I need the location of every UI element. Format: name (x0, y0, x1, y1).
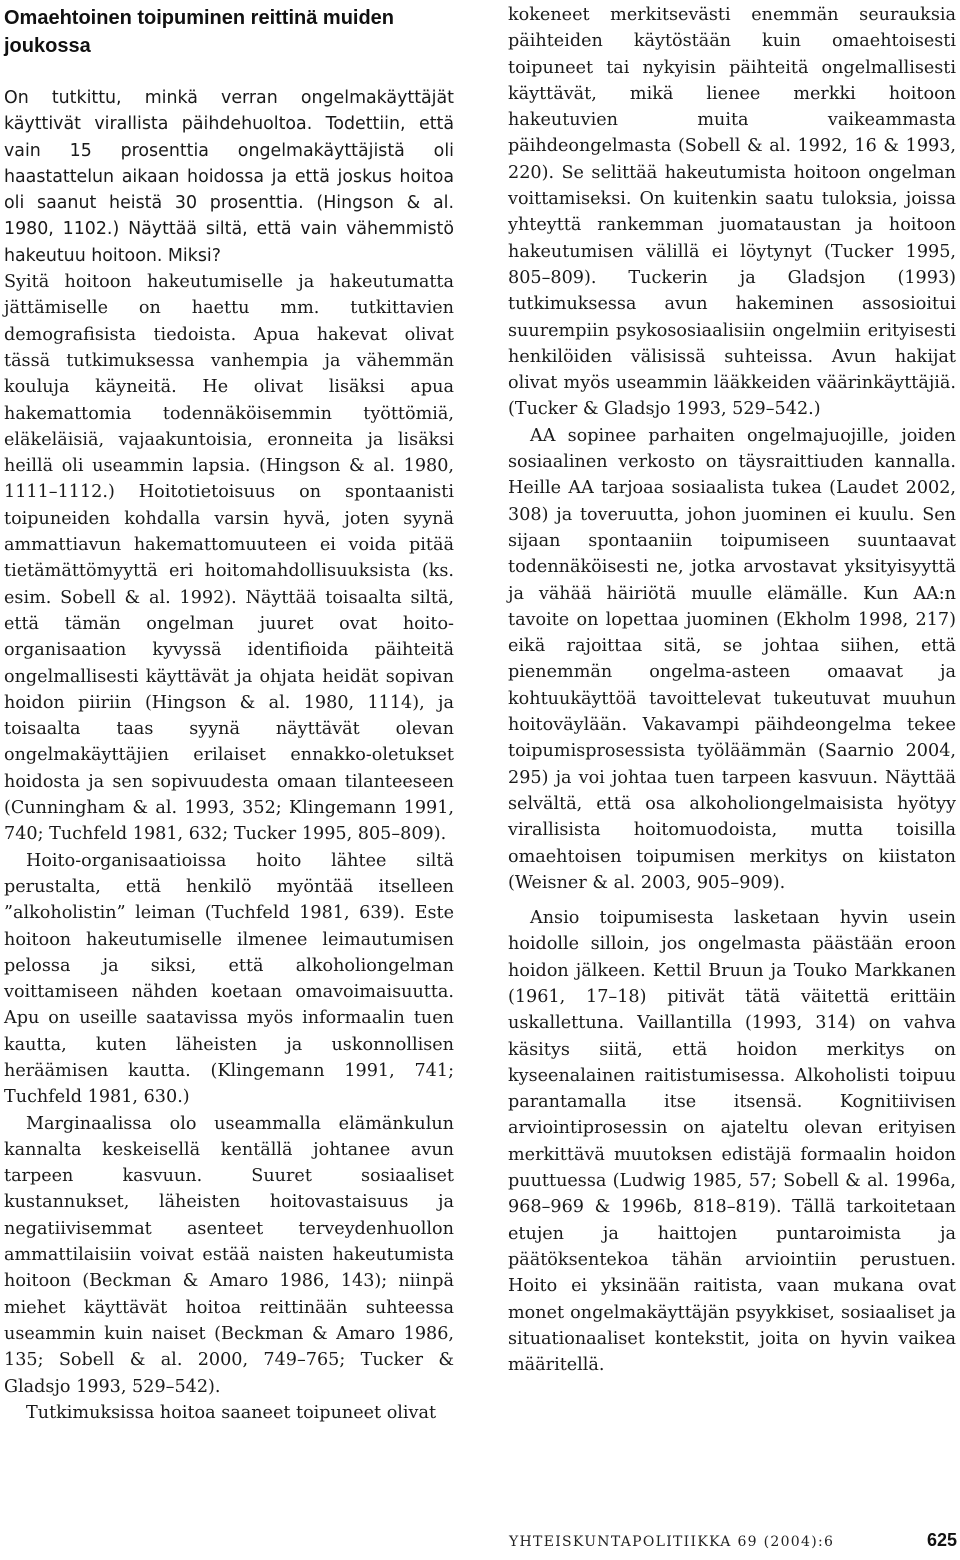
page-number: 625 (926, 1530, 957, 1550)
paragraph: kokeneet merkitsevästi enemmän seurauksia päihteiden käytöstään kuin omaehtoisesti toipuneet tai nykyisin päihteitä ongelmallisesti käyttävät, mikä lienee merkki hoitoon hakeutuvien muita vaikeammasta päihdeongelmasta (Sobell & al. 1992, 16 & 1993, 220). Se selittää hakeutumista hoitoon ongelman voittamiseksi. On kuitenkin saatu tuloksia, joissa yhteyttä rankemman juomataustan ja hoitoon hakeutumisen välillä ei löytynyt (Tucker 1995, 805–809). Tuckerin ja Gladsjon (1993) tutkimuksessa avun hakeminen assosioitui suurempiin psykososiaalisiin ongelmiin erityisesti henkilöiden välisissä suhteissa. Avun hakijat olivat myös useammin lääkkeiden väärinkäyttäjiä. (Tucker & Gladsjo 1993, 529–542.) (508, 5, 956, 420)
journal-name: YHTEISKUNTAPOLITIIKKA 69 (2004):6 (509, 1534, 835, 1550)
right-column (508, 2, 956, 1378)
paragraph: On tutkittu, minkä verran ongelmakäyttäjät käyttivät virallista päihdehuoltoa. Todettiin, että vain 15 prosenttia ongelmakäyttäjistä oli haastattelun aikaan hoidossa ja että joskus hoitoa oli saanut heistä 30 prosenttia. (Hingson & al. 1980, 1102.) Näyttää siltä, että vain vähemmistö hakeutuu hoitoon. Miksi? (4, 88, 454, 266)
paragraph: Ansio toipumisesta lasketaan hyvin usein hoidolle silloin, jos ongelmasta päästään eroon hoidon jälkeen. Kettil Bruun ja Touko Markkanen (1961, 17–18) pitivät tätä väitettä erittäin uskallettuna. Vaillantilla (1993, 314) on vahva käsitys siitä, että hoidon merkitys on kyseenalainen raitistumisessa. Alkoholisti toipuu parantamalla itse itsensä. Kognitiivisen arviointiprosessin on ajateltu olevan erityisen merkittävä muutoksen edistäjä formaalin hoidon puuttuessa (Ludwig 1985, 57; Sobell & al. 1996a, 968–969 & 1996b, 818–819). Tällä tarkoitetaan etujen ja haittojen puntaroimista ja päätöksentekoa tähän arviointiin perustuen. Hoito ei yksinään raitista, vaan mukana ovat monet ongelmakäyttäjän psyykkiset, sosiaaliset ja situationaaliset kontekstit, joita on hyvin vaikea määritellä. (508, 908, 956, 1376)
left-column (4, 0, 454, 1426)
page-footer (509, 1532, 957, 1554)
paragraph: Marginaalissa olo useammalla elämänkulun kannalta keskeisellä kentällä johtanee avun tarpeen kasvuun. Suuret sosiaaliset kustannukset, läheisten hoitovastaisuus ja negatiivisemmat asenteet terveydenhuollon ammattilaisiin voivat estää naisten hakeutumista hoitoon (Beckman & Amaro 1986, 143); niinpä miehet käyttävät hoitoa reittinään suhteessa useammin kuin naiset (Beckman & Amaro 1986, 135; Sobell & al. 2000, 749–765; Tucker & Gladsjo 1993, 529–542). (4, 1113, 454, 1397)
section-heading: Omaehtoinen toipuminen reittinä muiden joukossa (4, 7, 395, 57)
paragraph: Syitä hoitoon hakeutumiselle ja hakeutumatta jättämiselle on haettu mm. tutkittavien demografisista tiedoista. Apua hakevat olivat tässä tutkimuksessa vanhempia ja vähemmän kouluja käyneitä. He olivat lisäksi apua hakemattomia todennäköisemmin työttömiä, eläkeläisiä, vajaakuntoisia, eronneita ja lisäksi heillä oli useammin lapsia. (Hingson & al. 1980, 1111–1112.) Hoitotietoisuus on spontaanisti toipuneiden kohdalla varsin hyvä, joten syynä ammattiavun hakemattomuuteen ei voida pitää tietämättömyyttä eri hoitomahdollisuuksista (ks. esim. Sobell & al. 1992). Näyttää toisaalta siltä, että tämän ongelman juuret ovat hoito-organisaation kyvyssä identifioida päihteitä ongelmallisesti käyttävät ja ohjata heidät sopivan hoidon piiriin (Hingson & al. 1980, 1114), ja toisaalta taas syynä näyttävät olevan ongelmakäyttäjien erilaiset ennakko-oletukset hoidosta ja sen sopivuudesta omaan tilanteeseen (Cunningham & al. 1993, 352; Klingemann 1991, 740; Tuchfeld 1981, 632; Tucker 1995, 805–809). (4, 272, 454, 845)
paragraph: Tutkimuksissa hoitoa saaneet toipuneet olivat (26, 1402, 437, 1423)
paragraph: AA sopinee parhaiten ongelmajuojille, joiden sosiaalinen verkosto on täysraittiuden kannalla. Heille AA tarjoaa sosiaalista tukea (Laudet 2002, 308) ja toveruutta, johon juominen ei kuulu. Sen sijaan spontaaniin toipumiseen suuntaavat todennäköisesti ne, jotka arvostavat yksityisyyttä ja vähää häiriötä muulle elämälle. Kun AA:n tavoite on lopettaa juominen (Ekholm 1998, 217) eikä rajoittaa sitä, se johtaa siihen, että pienemmän ongelma-asteen omaavat ja kohtuukäyttöä tavoittelevat tukeutuvat muuhun hoitoväylään. Vakavampi päihdeongelma tekee toipumisprosessista työläämmän (Saarnio 2004, 295) ja voi johtaa tuen tarpeen kasvuun. Näyttää selvältä, että osa alkoholiongelmaisista hyötyy virallisista hoitomuodoista, mutta toisilla omaehtoisen toipumisen merkitys on kiistaton (Weisner & al. 2003, 905–909). (508, 425, 956, 893)
paragraph: Hoito-organisaatioissa hoito lähtee siltä perustalta, että henkilö myöntää itselleen ”alkoholistin” leiman (Tuchfeld 1981, 639). Este hoitoon hakeutumiselle ilmenee leimautumisen pelossa ja siksi, että alkoholiongelman voittamiseen nähden koetaan omavoimaisuutta. Apu on useille saatavissa myös informaalin tuen kautta, kuten läheisten ja uskonnollisen heräämisen kautta. (Klingemann 1991, 741; Tuchfeld 1981, 630.) (4, 850, 454, 1108)
